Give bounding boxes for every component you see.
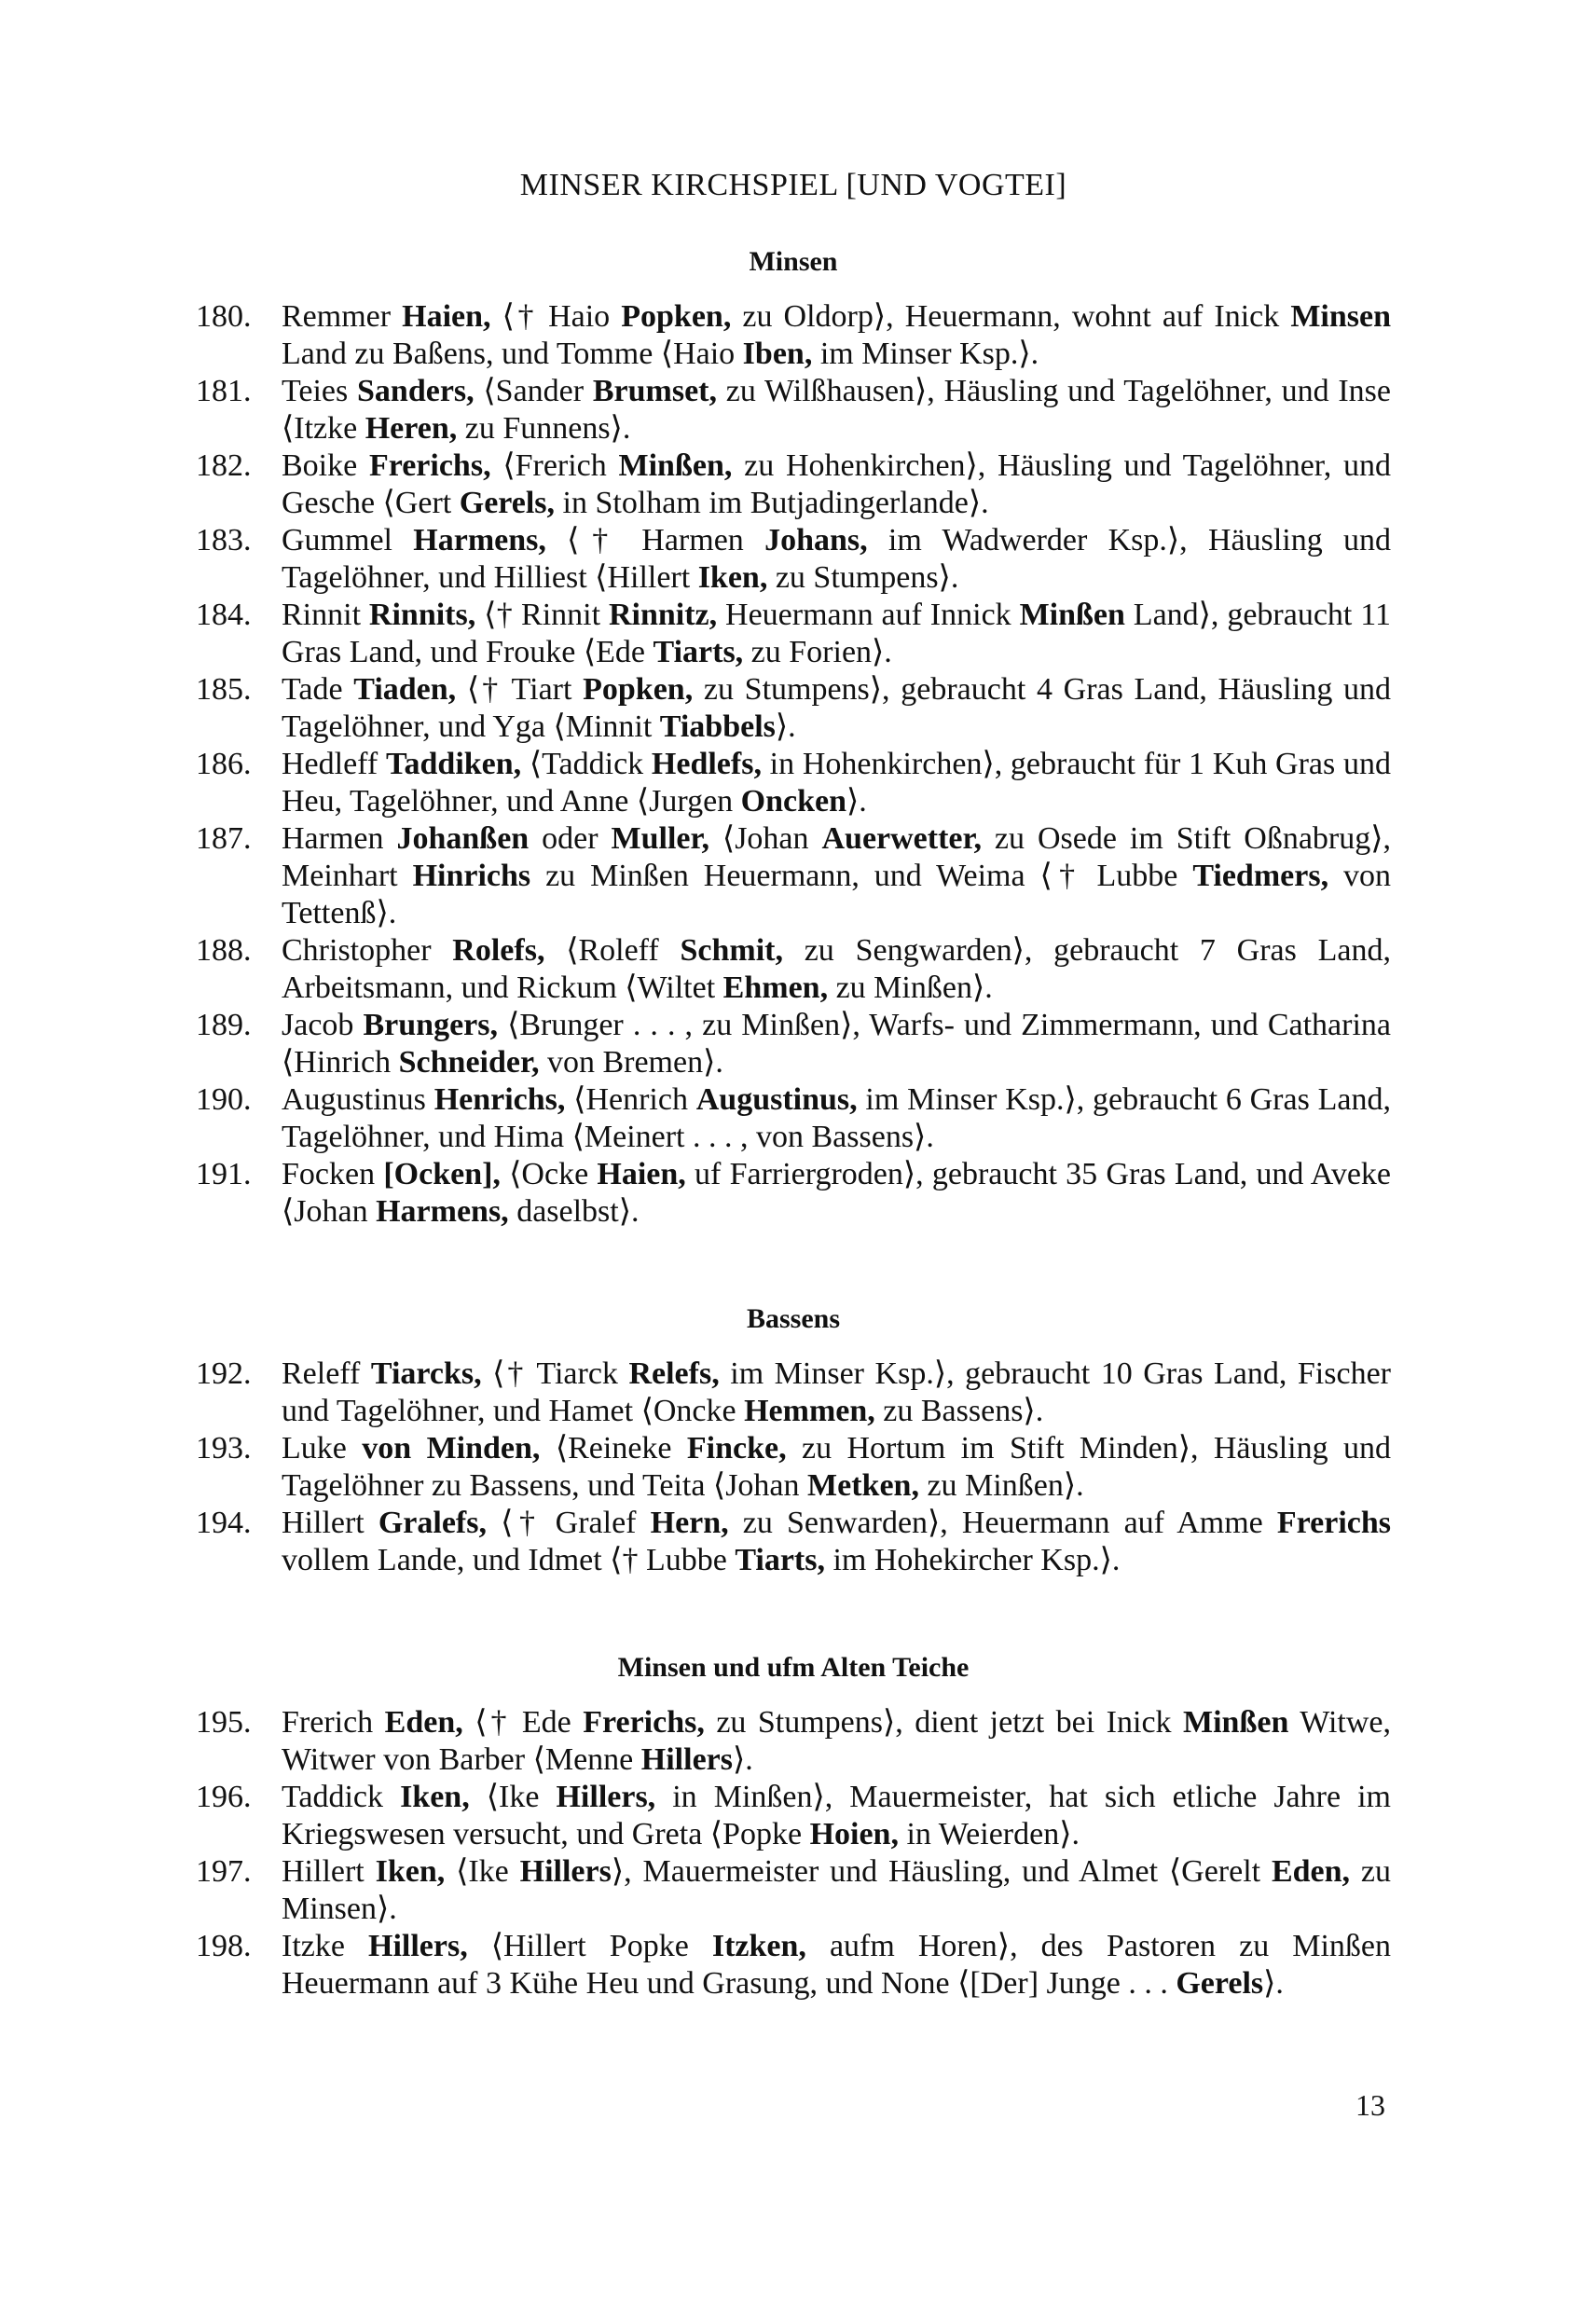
entry-text: Luke von Minden, ⟨Reineke Fincke, zu Hortum im Stift Minden⟩, Häusling und Tagelöhner zu Bassens, und Teita ⟨Johan Metken, zu Minßen⟩.: [282, 1431, 1392, 1503]
entry-row: [196, 447, 1391, 522]
entry-number: 198.: [196, 1929, 252, 1963]
entry-text: Jacob Brungers, ⟨Brunger . . . , zu Minßen⟩, Warfs- und Zimmermann, und Catharina ⟨Hinrich Schneider, von Bremen⟩.: [282, 1008, 1391, 1080]
section-heading: Minsen und ufm Alten Teiche: [617, 1652, 970, 1683]
entry-text: Releff Tiarcks, ⟨† Tiarck Relefs, im Minser Ksp.⟩, gebraucht 10 Gras Land, Fischer und Tagelöhner, und Hamet ⟨Oncke Hemmen, zu Bassens⟩.: [282, 1356, 1391, 1428]
entry-number: 190.: [196, 1082, 252, 1117]
page-title: MINSER KIRCHSPIEL [UND VOGTEI]: [519, 168, 1067, 202]
section-heading: Minsen: [749, 246, 838, 277]
section: [196, 1652, 1391, 2002]
entry-number: 184.: [196, 598, 252, 632]
entry-text: Augustinus Henrichs, ⟨Henrich Augustinus, im Minser Ksp.⟩, gebraucht 6 Gras Land, Tagelöhner, und Hima ⟨Meinert . . . , von Bassens⟩.: [282, 1082, 1391, 1154]
entry-row: [196, 932, 1391, 1007]
entry-row: [196, 522, 1391, 597]
entry-number: 193.: [196, 1431, 252, 1466]
entry-row: [196, 820, 1391, 932]
entry-text: Hillert Iken, ⟨Ike Hillers⟩, Mauermeister und Häusling, und Almet ⟨Gerelt Eden, zu Minsen⟩.: [282, 1854, 1392, 1926]
entry-row: [196, 298, 1391, 373]
entry-number: 189.: [196, 1008, 252, 1042]
entry-number: 192.: [196, 1356, 252, 1391]
entry-text: Hedleff Taddiken, ⟨Taddick Hedlefs, in Hohenkirchen⟩, gebraucht für 1 Kuh Gras und Heu, Tagelöhner, und Anne ⟨Jurgen Oncken⟩.: [282, 747, 1391, 819]
entry-row: [196, 746, 1391, 820]
entry-text: Boike Frerichs, ⟨Frerich Minßen, zu Hohenkirchen⟩, Häusling und Tagelöhner, und Gesche ⟨Gert Gerels, in Stolham im Butjadingerlande⟩.: [282, 448, 1392, 520]
entry-number: 180.: [196, 299, 252, 334]
entry-row: [196, 1779, 1391, 1853]
entry-number: 196.: [196, 1780, 252, 1814]
entry-number: 188.: [196, 933, 252, 968]
entry-row: [196, 1081, 1391, 1156]
section: [196, 246, 1391, 1231]
entry-text: Hillert Gralefs, ⟨† Gralef Hern, zu Senwarden⟩, Heuermann auf Amme Frerichs vollem Lande, und Idmet ⟨† Lubbe Tiarts, im Hohekircher Ksp.⟩.: [282, 1506, 1391, 1577]
entry-number: 181.: [196, 374, 252, 408]
section: [196, 1303, 1391, 1579]
entry-row: [196, 671, 1391, 746]
section-heading: Bassens: [746, 1303, 841, 1334]
entry-row: [196, 597, 1391, 671]
entry-number: 182.: [196, 448, 252, 483]
entry-row: [196, 1007, 1391, 1081]
entry-row: [196, 1928, 1391, 2002]
entry-text: Focken [Ocken], ⟨Ocke Haien, uf Farriergroden⟩, gebraucht 35 Gras Land, und Aveke ⟨Johan Harmens, daselbst⟩.: [282, 1157, 1391, 1229]
entry-number: 191.: [196, 1157, 252, 1191]
entry-number: 195.: [196, 1705, 252, 1740]
entry-row: [196, 1156, 1391, 1231]
entry-text: Remmer Haien, ⟨† Haio Popken, zu Oldorp⟩, Heuermann, wohnt auf Inick Minsen Land zu Baßens, und Tomme ⟨Haio Iben, im Minser Ksp.⟩.: [282, 299, 1392, 371]
entry-row: [196, 1505, 1391, 1579]
entry-row: [196, 373, 1391, 447]
page-body: [196, 168, 1391, 2075]
entry-text: Harmen Johanßen oder Muller, ⟨Johan Auerwetter, zu Osede im Stift Oßnabrug⟩, Meinhart Hinrichs zu Minßen Heuermann, und Weima ⟨† Lubbe Tiedmers, von Tettenß⟩.: [282, 821, 1392, 930]
entry-text: Teies Sanders, ⟨Sander Brumset, zu Wilßhausen⟩, Häusling und Tagelöhner, und Inse ⟨Itzke Heren, zu Funnens⟩.: [282, 374, 1391, 446]
sections-container: [196, 246, 1391, 2002]
entry-text: Taddick Iken, ⟨Ike Hillers, in Minßen⟩, Mauermeister, hat sich etliche Jahre im Kriegswesen versucht, und Greta ⟨Popke Hoien, in Weierden⟩.: [282, 1780, 1391, 1851]
entry-number: 185.: [196, 672, 252, 707]
entry-text: Rinnit Rinnits, ⟨† Rinnit Rinnitz, Heuermann auf Innick Minßen Land⟩, gebraucht 11 Gras Land, und Frouke ⟨Ede Tiarts, zu Forien⟩.: [282, 598, 1391, 669]
entry-row: [196, 1430, 1391, 1505]
entry-row: [196, 1356, 1391, 1430]
entry-number: 186.: [196, 747, 252, 781]
entry-text: Frerich Eden, ⟨† Ede Frerichs, zu Stumpens⟩, dient jetzt bei Inick Minßen Witwe, Witwer von Barber ⟨Menne Hillers⟩.: [282, 1705, 1391, 1777]
entry-number: 183.: [196, 523, 252, 557]
entry-row: [196, 1853, 1391, 1928]
entry-text: Itzke Hillers, ⟨Hillert Popke Itzken, aufm Horen⟩, des Pastoren zu Minßen Heuermann auf 3 Kühe Heu und Grasung, und None ⟨[Der] Junge . . . Gerels⟩.: [282, 1929, 1391, 2001]
entry-text: Christopher Rolefs, ⟨Roleff Schmit, zu Sengwarden⟩, gebraucht 7 Gras Land, Arbeitsmann, und Rickum ⟨Wiltet Ehmen, zu Minßen⟩.: [282, 933, 1391, 1005]
entry-number: 197.: [196, 1854, 252, 1889]
entry-text: Tade Tiaden, ⟨† Tiart Popken, zu Stumpens⟩, gebraucht 4 Gras Land, Häusling und Tagelöhner, und Yga ⟨Minnit Tiabbels⟩.: [282, 672, 1392, 744]
entry-number: 187.: [196, 821, 252, 856]
entry-text: Gummel Harmens, ⟨† Harmen Johans, im Wadwerder Ksp.⟩, Häusling und Tagelöhner, und Hilliest ⟨Hillert Iken, zu Stumpens⟩.: [282, 523, 1392, 595]
page-number: 13: [1355, 2088, 1385, 2122]
entry-row: [196, 1704, 1391, 1779]
entry-number: 194.: [196, 1506, 252, 1540]
